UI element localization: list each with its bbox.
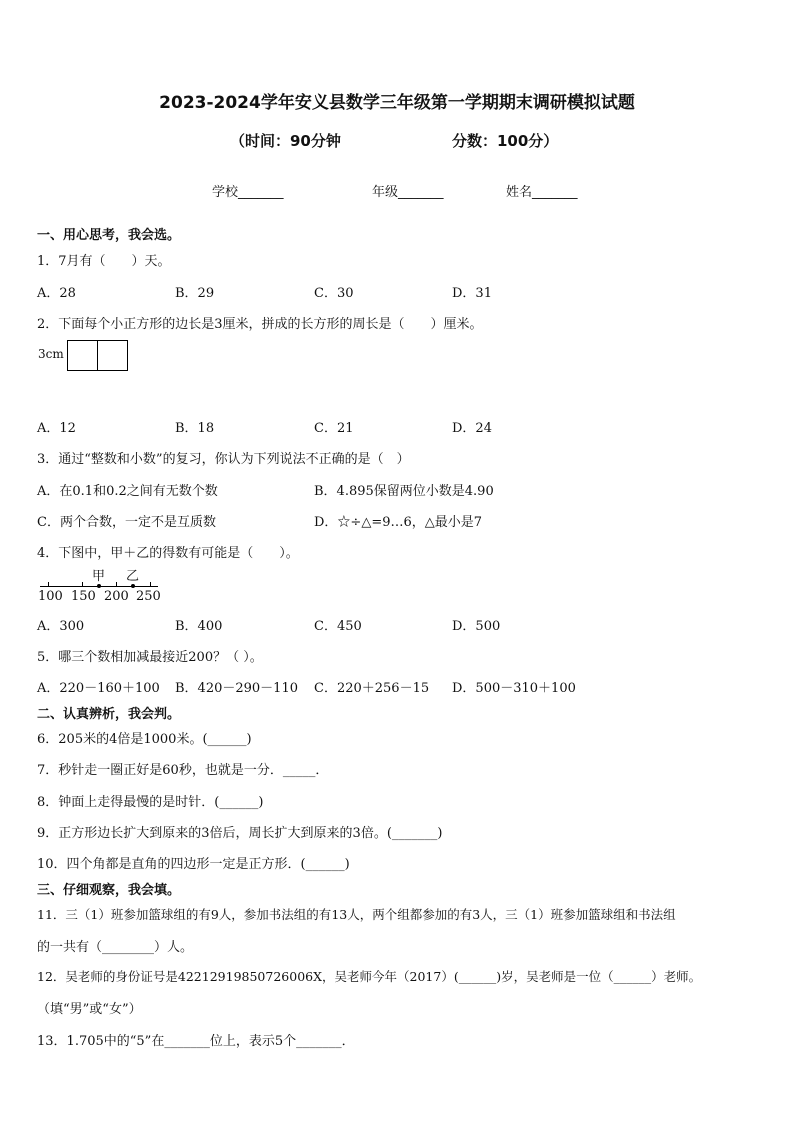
exam-score: 分数：100分） xyxy=(452,132,559,150)
number-line-tick xyxy=(48,582,49,587)
q1-option-c: C．30 xyxy=(314,286,354,301)
number-line-tick-label: 150 xyxy=(71,589,96,604)
q2-option-b: B．18 xyxy=(175,421,215,436)
q4-option-d: D．500 xyxy=(452,619,501,634)
exam-time: （时间：90分钟 xyxy=(230,132,341,150)
question-2: 2．下面每个小正方形的边长是3厘米，拼成的长方形的周长是（ ）厘米。 xyxy=(37,317,483,332)
number-line-tick xyxy=(82,582,83,587)
number-line-label-jia: 甲 xyxy=(92,569,106,584)
question-12: 12．吴老师的身份证号是42212919850726006X，吴老师今年（2017）(______)岁，吴老师是一位（______）老师。 xyxy=(37,969,702,984)
number-line-tick-label: 200 xyxy=(104,589,129,604)
q2-option-a: A．12 xyxy=(37,421,76,436)
q3-option-b: B．4.895保留两位小数是4.90 xyxy=(314,484,494,499)
question-6: 6．205米的4倍是1000米。(______) xyxy=(37,732,252,747)
question-8: 8．钟面上走得最慢的是时针．(______) xyxy=(37,795,264,810)
number-line-tick-label: 100 xyxy=(38,589,63,604)
q5-option-b: B．420－290－110 xyxy=(175,681,298,696)
q5-option-d: D．500－310＋100 xyxy=(452,681,576,696)
question-4: 4．下图中，甲＋乙的得数有可能是（ ）。 xyxy=(37,546,299,561)
q2-square-left xyxy=(67,340,98,371)
q1-option-a: A．28 xyxy=(37,286,76,301)
q1-option-d: D．31 xyxy=(452,286,492,301)
number-line-tick-label: 250 xyxy=(136,589,161,604)
question-12-cont: （填“男”或“女”） xyxy=(37,1002,142,1017)
q4-option-c: C．450 xyxy=(314,619,362,634)
q3-option-c: C．两个合数，一定不是互质数 xyxy=(37,515,216,530)
q1-option-b: B．29 xyxy=(175,286,215,301)
q2-figure-label: 3cm xyxy=(38,347,64,361)
q5-option-a: A．220－160＋100 xyxy=(37,681,160,696)
q2-option-c: C．21 xyxy=(314,421,354,436)
q3-option-d: D．☆÷△=9…6，△最小是7 xyxy=(314,515,483,530)
q5-option-c: C．220＋256－15 xyxy=(314,681,430,696)
number-line-point-yi xyxy=(131,584,135,588)
question-10: 10．四个角都是直角的四边形一定是正方形．(______) xyxy=(37,857,350,872)
grade-field: 年级_______ xyxy=(372,185,444,200)
q2-option-d: D．24 xyxy=(452,421,492,436)
number-line-point-jia xyxy=(97,584,101,588)
school-field: 学校_______ xyxy=(212,185,284,200)
number-line-label-yi: 乙 xyxy=(126,569,140,584)
question-3: 3．通过“整数和小数”的复习，你认为下列说法不正确的是（ ） xyxy=(37,452,410,467)
section-3-heading: 三、仔细观察，我会填。 xyxy=(37,883,181,898)
q4-option-b: B．400 xyxy=(175,619,223,634)
number-line-tick xyxy=(150,582,151,587)
q4-option-a: A．300 xyxy=(37,619,85,634)
page-title: 2023-2024学年安义县数学三年级第一学期期末调研模拟试题 xyxy=(159,93,635,113)
name-field: 姓名_______ xyxy=(506,185,578,200)
q3-option-a: A．在0.1和0.2之间有无数个数 xyxy=(37,484,218,499)
q2-square-right xyxy=(97,340,128,371)
question-11: 11．三（1）班参加篮球组的有9人，参加书法组的有13人，两个组都参加的有3人，三（1）班参加篮球组和书法组 xyxy=(37,907,676,922)
question-9: 9．正方形边长扩大到原来的3倍后，周长扩大到原来的3倍。(_______) xyxy=(37,826,443,841)
number-line-tick xyxy=(116,582,117,587)
question-13: 13．1.705中的“5”在_______位上，表示5个_______． xyxy=(37,1034,355,1049)
question-11-cont: 的一共有（________）人。 xyxy=(37,940,194,955)
section-2-heading: 二、认真辨析，我会判。 xyxy=(37,707,181,722)
section-1-heading: 一、用心思考，我会选。 xyxy=(37,228,181,243)
question-1: 1．7月有（ ）天。 xyxy=(37,254,171,269)
question-5: 5．哪三个数相加减最接近200？（ ）。 xyxy=(37,650,263,665)
question-7: 7．秒针走一圈正好是60秒，也就是一分．_____． xyxy=(37,763,329,778)
